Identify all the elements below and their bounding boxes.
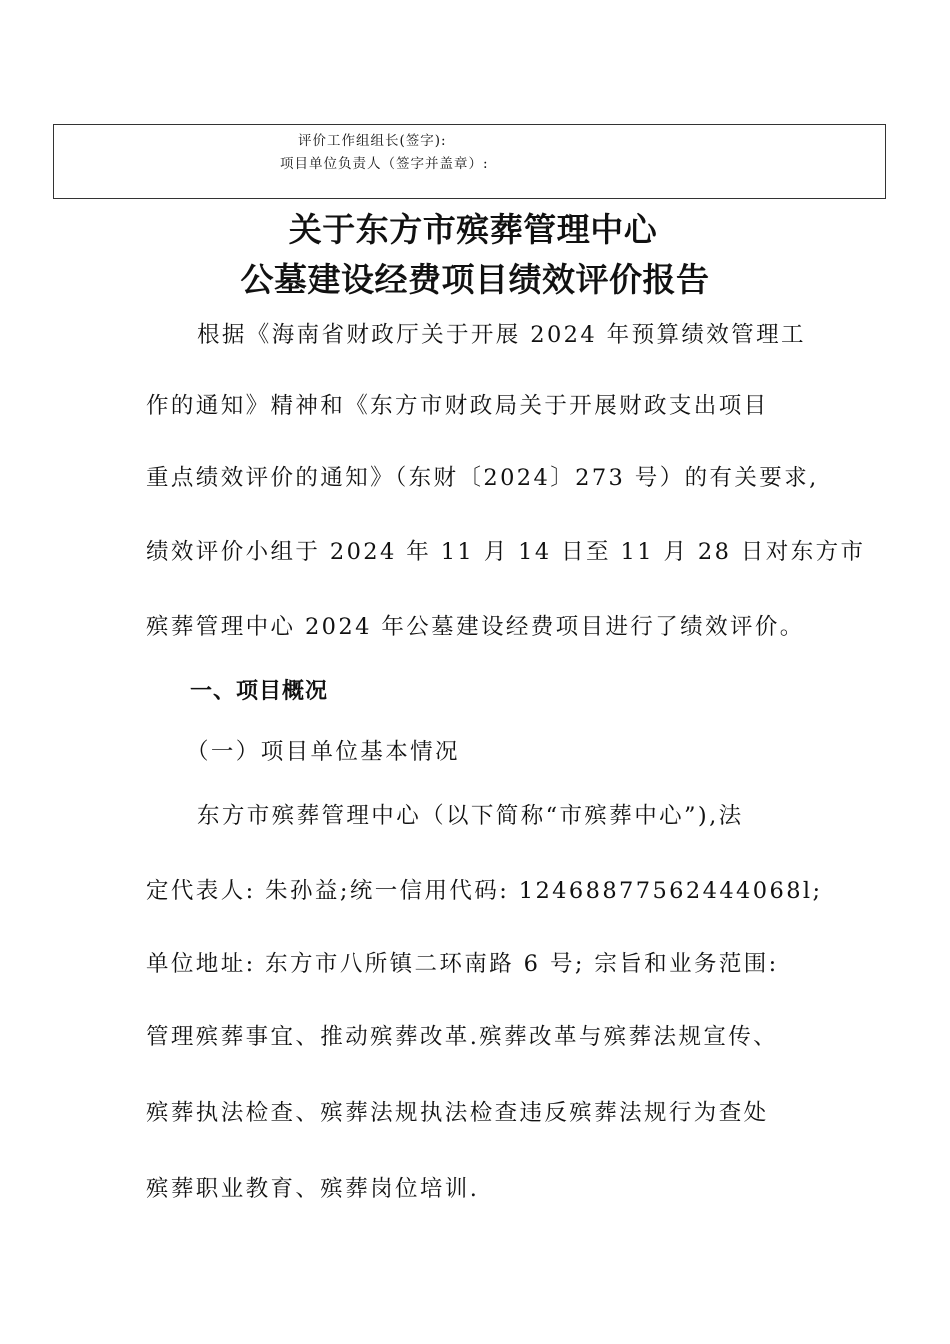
intro-line-2: 作的通知》精神和《东方市财政局关于开展财政支出项目: [146, 393, 769, 419]
body-line-2: 定代表人: 朱孙益;统一信用代码: 12468877562444068l;: [146, 878, 823, 904]
report-title-line-1: 关于东方市殡葬管理中心: [288, 210, 658, 249]
body-line-3: 单位地址: 东方市八所镇二环南路 6 号; 宗旨和业务范围:: [146, 951, 779, 977]
signature-box: [53, 124, 886, 199]
subsection-heading-unit-info: （一）项目单位基本情况: [186, 739, 460, 765]
unit-head-signature-label: 项目单位负责人（签字并盖章）:: [280, 156, 489, 172]
leader-signature-label: 评价工作组组长(签字):: [298, 133, 447, 149]
report-title-line-2: 公墓建设经费项目绩效评价报告: [240, 260, 710, 299]
intro-line-3: 重点绩效评价的通知》（东财〔2024〕273 号）的有关要求,: [146, 465, 819, 491]
intro-line-5: 殡葬管理中心 2024 年公墓建设经费项目进行了绩效评价。: [146, 614, 805, 640]
section-heading-overview: 一、项目概况: [190, 679, 329, 704]
body-line-5: 殡葬执法检查、殡葬法规执法检查违反殡葬法规行为查处: [146, 1100, 769, 1126]
body-line-6: 殡葬职业教育、殡葬岗位培训.: [146, 1176, 480, 1202]
body-line-1: 东方市殡葬管理中心（以下简称“市殡葬中心”),法: [197, 803, 744, 829]
intro-line-1: 根据《海南省财政厅关于开展 2024 年预算绩效管理工: [197, 322, 806, 348]
body-line-4: 管理殡葬事宜、推动殡葬改革.殡葬改革与殡葬法规宣传、: [146, 1024, 779, 1050]
intro-line-4: 绩效评价小组于 2024 年 11 月 14 日至 11 月 28 日对东方市: [146, 539, 866, 565]
